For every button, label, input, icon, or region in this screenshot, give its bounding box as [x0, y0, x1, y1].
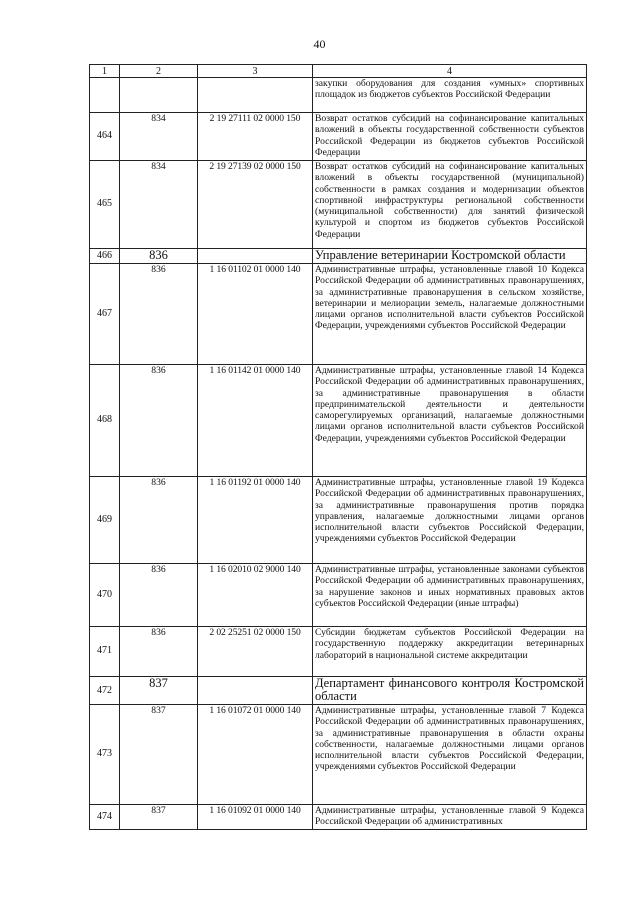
- section-title: Управление ветеринарии Костромской области: [313, 249, 587, 264]
- admin-code: 836: [120, 477, 198, 564]
- revenue-description: Возврат остатков субсидий на софинансирование капитальных вложений в объекты государственной собственности субъектов Российской Федерации из бюджетов субъектов Российской Федерации: [313, 113, 587, 161]
- budget-classification-code: 1 16 01102 01 0000 140: [198, 264, 313, 365]
- revenue-description: закупки оборудования для создания «умных» спортивных площадок из бюджетов субъектов Российской Федерации: [313, 78, 587, 113]
- row-number: 469: [90, 477, 120, 564]
- table-row: [90, 477, 587, 564]
- budget-classification-code: 2 19 27139 02 0000 150: [198, 161, 313, 249]
- revenue-description: Возврат остатков субсидий на софинансирование капитальных вложений в объекты государственной (муниципальной) собственности в рамках создания и модернизации объектов спортивной инфраструктуры региональной собственности (муниципальной собственности) для занятий физической культурой и спортом из бюджетов субъектов Российской Федерации: [313, 161, 587, 249]
- budget-classification-code: [198, 677, 313, 705]
- header-cell-2: 2: [120, 65, 198, 78]
- table-body: [90, 65, 587, 830]
- section-row: [90, 249, 587, 264]
- budget-classification-code: 1 16 01142 01 0000 140: [198, 365, 313, 477]
- admin-code: 837: [120, 705, 198, 805]
- admin-code: 834: [120, 113, 198, 161]
- revenue-codes-table: [89, 64, 587, 830]
- table-row: [90, 805, 587, 830]
- revenue-description: Административные штрафы, установленные главой 7 Кодекса Российской Федерации об административных правонарушениях, за административные правонарушения в области охраны собственности, налагаемые должностными лицами органов исполнительной власти субъектов Российской Федерации, учреждениями субъектов Российской Федерации: [313, 705, 587, 805]
- header-cell-3: 3: [198, 65, 313, 78]
- row-number: 474: [90, 805, 120, 830]
- budget-classification-code: 2 19 27111 02 0000 150: [198, 113, 313, 161]
- row-number: 467: [90, 264, 120, 365]
- row-number: 470: [90, 564, 120, 627]
- budget-classification-code: [198, 78, 313, 113]
- admin-code: 834: [120, 161, 198, 249]
- budget-classification-code: 1 16 01092 01 0000 140: [198, 805, 313, 830]
- admin-code: 836: [120, 627, 198, 677]
- admin-code: 836: [120, 564, 198, 627]
- row-number: 473: [90, 705, 120, 805]
- admin-code: [120, 78, 198, 113]
- header-row: [90, 65, 587, 78]
- admin-code: 837: [120, 677, 198, 705]
- table-row: [90, 365, 587, 477]
- row-number: 468: [90, 365, 120, 477]
- row-number: 464: [90, 113, 120, 161]
- revenue-description: Административные штрафы, установленные главой 9 Кодекса Российской Федерации об административных: [313, 805, 587, 830]
- revenue-description: Административные штрафы, установленные главой 10 Кодекса Российской Федерации об административных правонарушениях, за административные правонарушения в сельском хозяйстве, ветеринарии и мелиорации земель, налагаемые должностными лицами органов исполнительной власти субъектов Российской Федерации, учреждениями субъектов Российской Федерации: [313, 264, 587, 365]
- section-title: Департамент финансового контроля Костромской области: [313, 677, 587, 705]
- page-number: 40: [313, 37, 326, 51]
- budget-classification-code: 2 02 25251 02 0000 150: [198, 627, 313, 677]
- row-number: 472: [90, 677, 120, 705]
- table-row: [90, 264, 587, 365]
- table-row: [90, 161, 587, 249]
- table-row: [90, 564, 587, 627]
- revenue-description: Административные штрафы, установленные главой 19 Кодекса Российской Федерации об административных правонарушениях, за административные правонарушения против порядка управления, налагаемые должностными лицами органов исполнительной власти субъектов Российской Федерации, учреждениями субъектов Российской Федерации: [313, 477, 587, 564]
- budget-classification-code: [198, 249, 313, 264]
- header-cell-4: 4: [313, 65, 587, 78]
- admin-code: 836: [120, 365, 198, 477]
- table-row: [90, 705, 587, 805]
- revenue-description: Административные штрафы, установленные законами субъектов Российской Федерации об административных правонарушениях, за нарушение законов и иных нормативных правовых актов субъектов Российской Федерации (иные штрафы): [313, 564, 587, 627]
- budget-classification-code: 1 16 01192 01 0000 140: [198, 477, 313, 564]
- admin-code: 836: [120, 264, 198, 365]
- row-number: 466: [90, 249, 120, 264]
- admin-code: 837: [120, 805, 198, 830]
- table-row: [90, 113, 587, 161]
- revenue-description: Субсидии бюджетам субъектов Российской Федерации на государственную поддержку аккредитации ветеринарных лабораторий в национальной системе аккредитации: [313, 627, 587, 677]
- revenue-description: Административные штрафы, установленные главой 14 Кодекса Российской Федерации об административных правонарушениях, за административные правонарушения в области предпринимательской деятельности и деятельности саморегулируемых организаций, налагаемые должностными лицами органов исполнительной власти субъектов Российской Федерации, учреждениями субъектов Российской Федерации: [313, 365, 587, 477]
- section-row: [90, 677, 587, 705]
- table-row: [90, 78, 587, 113]
- header-cell-1: 1: [90, 65, 120, 78]
- row-number: 471: [90, 627, 120, 677]
- admin-code: 836: [120, 249, 198, 264]
- row-number: [90, 78, 120, 113]
- row-number: 465: [90, 161, 120, 249]
- budget-classification-code: 1 16 02010 02 9000 140: [198, 564, 313, 627]
- budget-classification-code: 1 16 01072 01 0000 140: [198, 705, 313, 805]
- table-row: [90, 627, 587, 677]
